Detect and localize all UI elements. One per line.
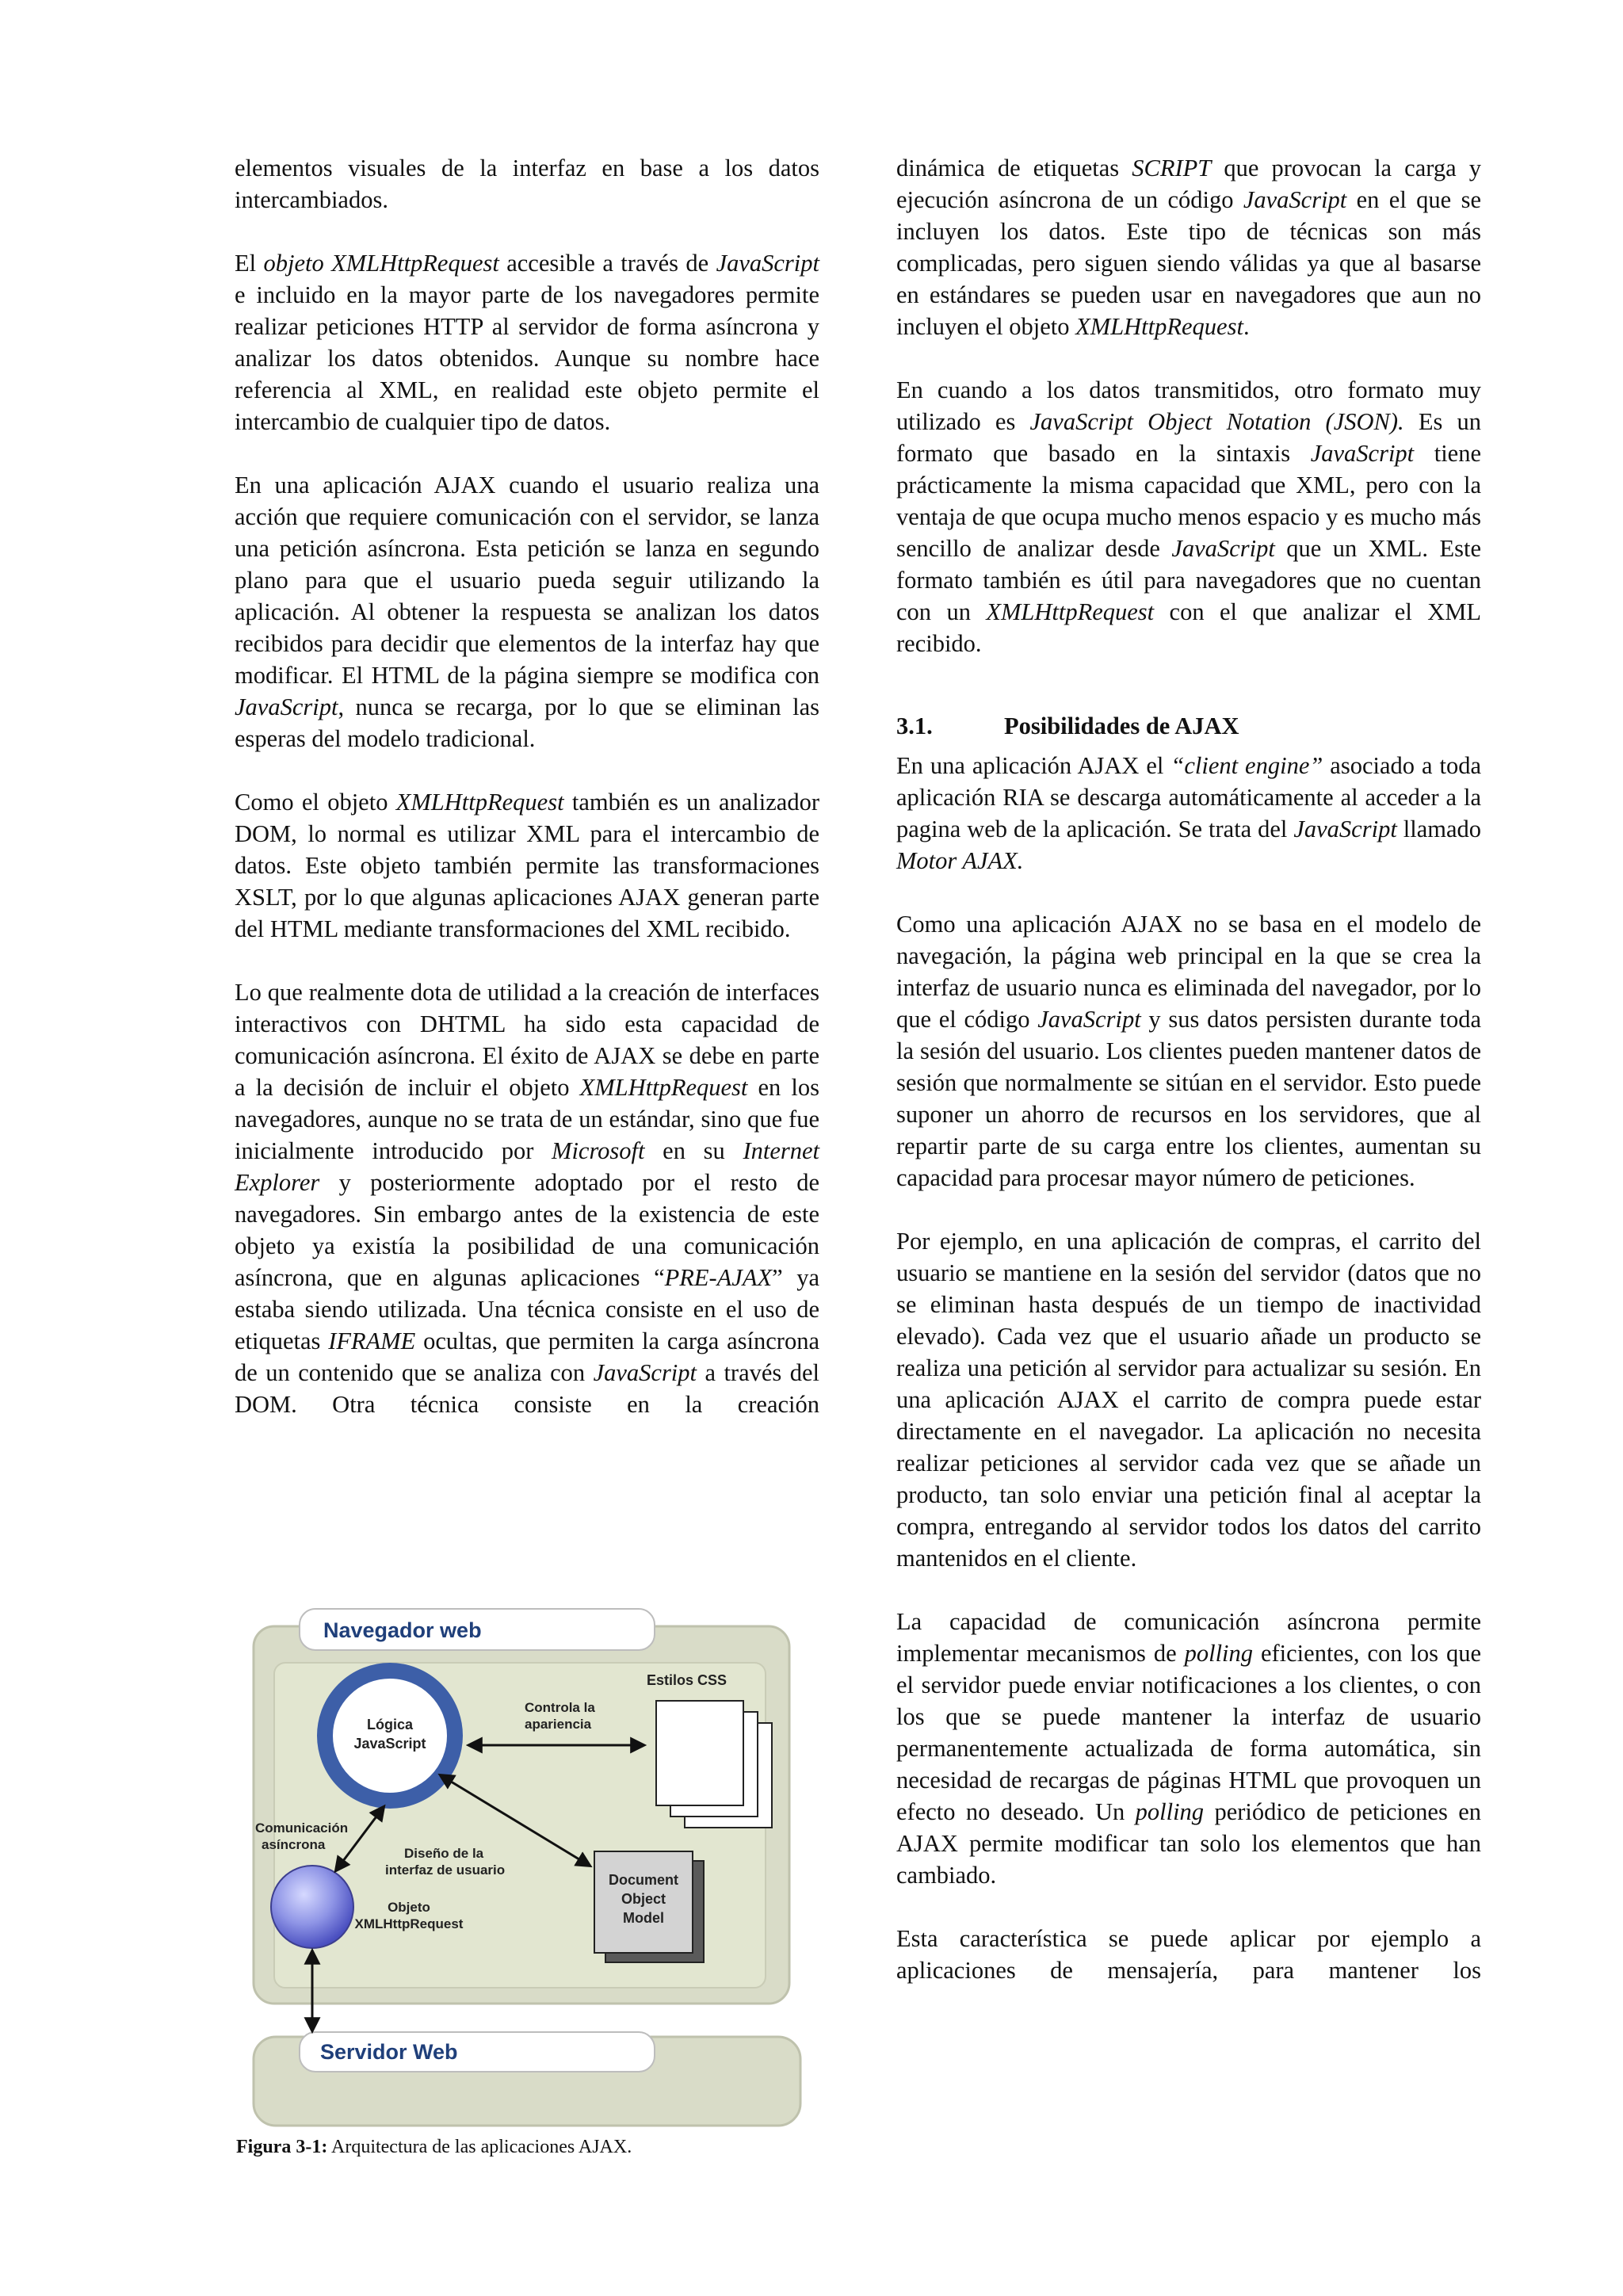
italic-text: JavaScript bbox=[1037, 1006, 1141, 1033]
text-run: . bbox=[1243, 313, 1250, 340]
text-run: Es un formato que basado en la sintaxis bbox=[896, 408, 1482, 467]
text-run: en los navegadores, aunque no se trata de un estándar, sino que fue inicialmente introducido por bbox=[235, 1074, 819, 1164]
text-run: El bbox=[235, 250, 264, 277]
paragraph bbox=[235, 786, 819, 945]
ajax-architecture-diagram bbox=[250, 1606, 804, 2132]
dom-label: Model bbox=[623, 1910, 664, 1926]
paragraph bbox=[235, 152, 819, 216]
text-run: asociado a toda aplicación RIA se descarga automáticamente al acceder a la pagina web de la aplicación. Se trata del bbox=[896, 752, 1481, 842]
italic-text: JavaScript bbox=[593, 1359, 697, 1386]
dom-label: Document bbox=[608, 1872, 679, 1888]
ui-design-label: interfaz de usuario bbox=[385, 1862, 506, 1878]
text-run: accesible a través de bbox=[498, 250, 716, 277]
async-label: Comunicación bbox=[255, 1820, 349, 1836]
italic-text: polling bbox=[1135, 1798, 1205, 1825]
italic-text: “client engine” bbox=[1170, 752, 1323, 779]
async-label: asíncrona bbox=[262, 1837, 326, 1852]
italic-text: SCRIPT bbox=[1132, 155, 1212, 181]
css-label: Estilos CSS bbox=[647, 1672, 727, 1688]
xhr-sphere bbox=[271, 1866, 353, 1948]
browser-label: Navegador web bbox=[323, 1618, 482, 1642]
italic-text: Microsoft bbox=[552, 1137, 645, 1164]
text-run: periódico de peticiones en AJAX permite modificar tan solo los elementos que han cambiado. bbox=[896, 1798, 1481, 1889]
section-heading bbox=[896, 710, 1481, 742]
italic-text: JavaScript bbox=[1243, 186, 1347, 213]
italic-text: XMLHttpRequest bbox=[986, 598, 1155, 625]
right-column bbox=[896, 152, 1481, 1986]
italic-text: JavaScript bbox=[1293, 816, 1397, 842]
text-run: Lo que realmente dota de utilidad a la creación de interfaces interactivos con DHTML ha sido esta capacidad de comunicación asíncrona. El éxito de AJAX se debe en parte a la decisión de incluir el objeto bbox=[235, 979, 819, 1101]
paragraph bbox=[896, 750, 1481, 877]
left-column bbox=[235, 152, 819, 1420]
text-run: Esta característica se puede aplicar por ejemplo a aplicaciones de mensajería, para mantener los bbox=[896, 1925, 1481, 1984]
text-run: En cuando a los datos transmitidos, otro formato muy utilizado es bbox=[896, 376, 1481, 435]
italic-text: JavaScript Object Notation (JSON). bbox=[1029, 408, 1404, 435]
italic-text: IFRAME bbox=[328, 1328, 416, 1354]
section-number: 3.1. bbox=[896, 712, 933, 739]
text-run: eficientes, con los que el servidor puede enviar notificaciones a los clientes, o con los que se puede mantener la interfaz de usuario permanentemente actualizada de forma automática, sin necesidad de recargas de páginas HTML que provoquen un efecto no deseado. Un bbox=[896, 1640, 1482, 1825]
caption-label: Figura 3-1: bbox=[236, 2137, 328, 2157]
caption-text: Arquitectura de las aplicaciones AJAX. bbox=[327, 2137, 632, 2157]
text-run: llamado bbox=[1396, 816, 1481, 842]
paragraph bbox=[235, 976, 819, 1420]
text-run: y posteriormente adoptado por el resto de navegadores. Sin embargo antes de la existencia de este objeto ya existía la posibilidad de una comunicación asíncrona, que en algunas aplicaciones “ bbox=[235, 1169, 819, 1291]
italic-text: objeto XMLHttpRequest bbox=[263, 250, 499, 277]
paragraph bbox=[896, 1606, 1481, 1891]
text-run: ” ya estaba siendo utilizada. Una técnica consiste en el uso de etiquetas bbox=[235, 1264, 819, 1354]
text-run: , nunca se recarga, por lo que se eliminan las esperas del modelo tradicional. bbox=[235, 693, 819, 752]
italic-text: XMLHttpRequest bbox=[395, 789, 564, 816]
text-run: Como el objeto bbox=[235, 789, 396, 816]
text-run: en el que se incluyen los datos. Este tipo de técnicas son más complicadas, pero siguen siendo válidas ya que al basarse en estándares se pueden usar en navegadores que aun no incluyen el objeto bbox=[896, 186, 1481, 340]
figure-caption bbox=[236, 2135, 632, 2159]
dom-label: Object bbox=[621, 1891, 666, 1907]
paragraph bbox=[896, 374, 1481, 659]
italic-text: Motor AJAX. bbox=[896, 847, 1024, 874]
italic-text: PRE-AJAX bbox=[664, 1264, 773, 1291]
css-page bbox=[656, 1701, 743, 1805]
text-run: En una aplicación AJAX cuando el usuario realiza una acción que requiere comunicación con el servidor, se lanza una petición asíncrona. Esta petición se lanza en segundo plano para que el usuario pueda seguir utilizando la aplicación. Al obtener la respuesta se analizan los datos recibidos para decidir que elementos de la interfaz hay que modificar. El HTML de la página siempre se modifica con bbox=[235, 472, 819, 689]
xhr-label: XMLHttpRequest bbox=[354, 1916, 464, 1931]
italic-text: JavaScript bbox=[1171, 535, 1275, 562]
text-run: con el que analizar el XML recibido. bbox=[896, 598, 1481, 657]
paragraph bbox=[235, 247, 819, 437]
text-run: que provocan la carga y ejecución asíncrona de un código bbox=[896, 155, 1482, 213]
text-run: elementos visuales de la interfaz en base a los datos intercambiados. bbox=[235, 155, 819, 213]
text-run: en su bbox=[644, 1137, 743, 1164]
paragraph bbox=[896, 152, 1481, 342]
controls-label: Controla la bbox=[525, 1700, 595, 1715]
italic-text: Internet Explorer bbox=[235, 1137, 819, 1196]
text-run: ocultas, que permiten la carga asíncrona de un contenido que se analiza con bbox=[235, 1328, 819, 1386]
text-run: En una aplicación AJAX el bbox=[896, 752, 1171, 779]
text-run: que un XML. Este formato también es útil para navegadores que no cuentan con un bbox=[896, 535, 1481, 625]
text-run: a través del DOM. Otra técnica consiste en la creación bbox=[235, 1359, 820, 1418]
controls-label: apariencia bbox=[525, 1717, 592, 1732]
section-title: Posibilidades de AJAX bbox=[1004, 712, 1239, 739]
italic-text: XMLHttpRequest bbox=[1075, 313, 1243, 340]
text-run: tiene prácticamente la misma capacidad que XML, pero con la ventaja de que ocupa mucho menos espacio y es mucho más sencillo de analizar desde bbox=[896, 440, 1482, 562]
paragraph bbox=[235, 469, 819, 755]
logic-label: Lógica bbox=[366, 1717, 414, 1733]
xhr-label: Objeto bbox=[388, 1900, 430, 1915]
paragraph bbox=[896, 1923, 1481, 1986]
paragraph bbox=[896, 908, 1481, 1194]
text-run: Por ejemplo, en una aplicación de compras, el carrito del usuario se mantiene en la sesión del servidor (datos que no se eliminan hasta después de un tiempo de inactividad elevado). Cada vez que el usuario añade un producto se realiza una petición al servidor para actualizar su sesión. En una aplicación AJAX el carrito de compra puede estar directamente en el navegador. La aplicación no necesita realizar peticiones al servidor cada vez que se añade un producto, tan solo enviar una petición final al aceptar la compra, entregando al servidor todos los datos del carrito mantenidos en el cliente. bbox=[896, 1228, 1481, 1572]
text-run: e incluido en la mayor parte de los navegadores permite realizar peticiones HTTP al servidor de forma asíncrona y analizar los datos obtenidos. Aunque su nombre hace referencia al XML, en realidad este objeto permite el intercambio de cualquier tipo de datos. bbox=[235, 281, 819, 435]
text-run: La capacidad de comunicación asíncrona permite implementar mecanismos de bbox=[896, 1608, 1481, 1667]
text-run: y sus datos persisten durante toda la sesión del usuario. Los clientes pueden mantener datos de sesión que normalmente se sitúan en el servidor. Esto puede suponer un ahorro de recursos en los servidores, que al repartir parte de su carga entre los clientes, aumentan su capacidad para procesar mayor número de peticiones. bbox=[896, 1006, 1481, 1191]
text-run: también es un analizador DOM, lo normal es utilizar XML para el intercambio de datos. Este objeto también permite las transformaciones XSLT, por lo que algunas aplicaciones AJAX generan parte del HTML mediante transformaciones del XML recibido. bbox=[235, 789, 819, 942]
text-run: Como una aplicación AJAX no se basa en el modelo de navegación, la página web principal en la que se crea la interfaz de usuario nunca es eliminada del navegador, por lo que el código bbox=[896, 911, 1481, 1033]
italic-text: JavaScript bbox=[1310, 440, 1415, 467]
text-run: dinámica de etiquetas bbox=[896, 155, 1132, 181]
italic-text: JavaScript bbox=[716, 250, 819, 277]
italic-text: XMLHttpRequest bbox=[579, 1074, 748, 1101]
italic-text: JavaScript bbox=[235, 693, 338, 720]
server-label: Servidor Web bbox=[320, 2040, 458, 2064]
logic-label: JavaScript bbox=[353, 1736, 426, 1752]
italic-text: polling bbox=[1184, 1640, 1254, 1667]
paragraph bbox=[896, 1225, 1481, 1574]
ui-design-label: Diseño de la bbox=[404, 1846, 484, 1861]
